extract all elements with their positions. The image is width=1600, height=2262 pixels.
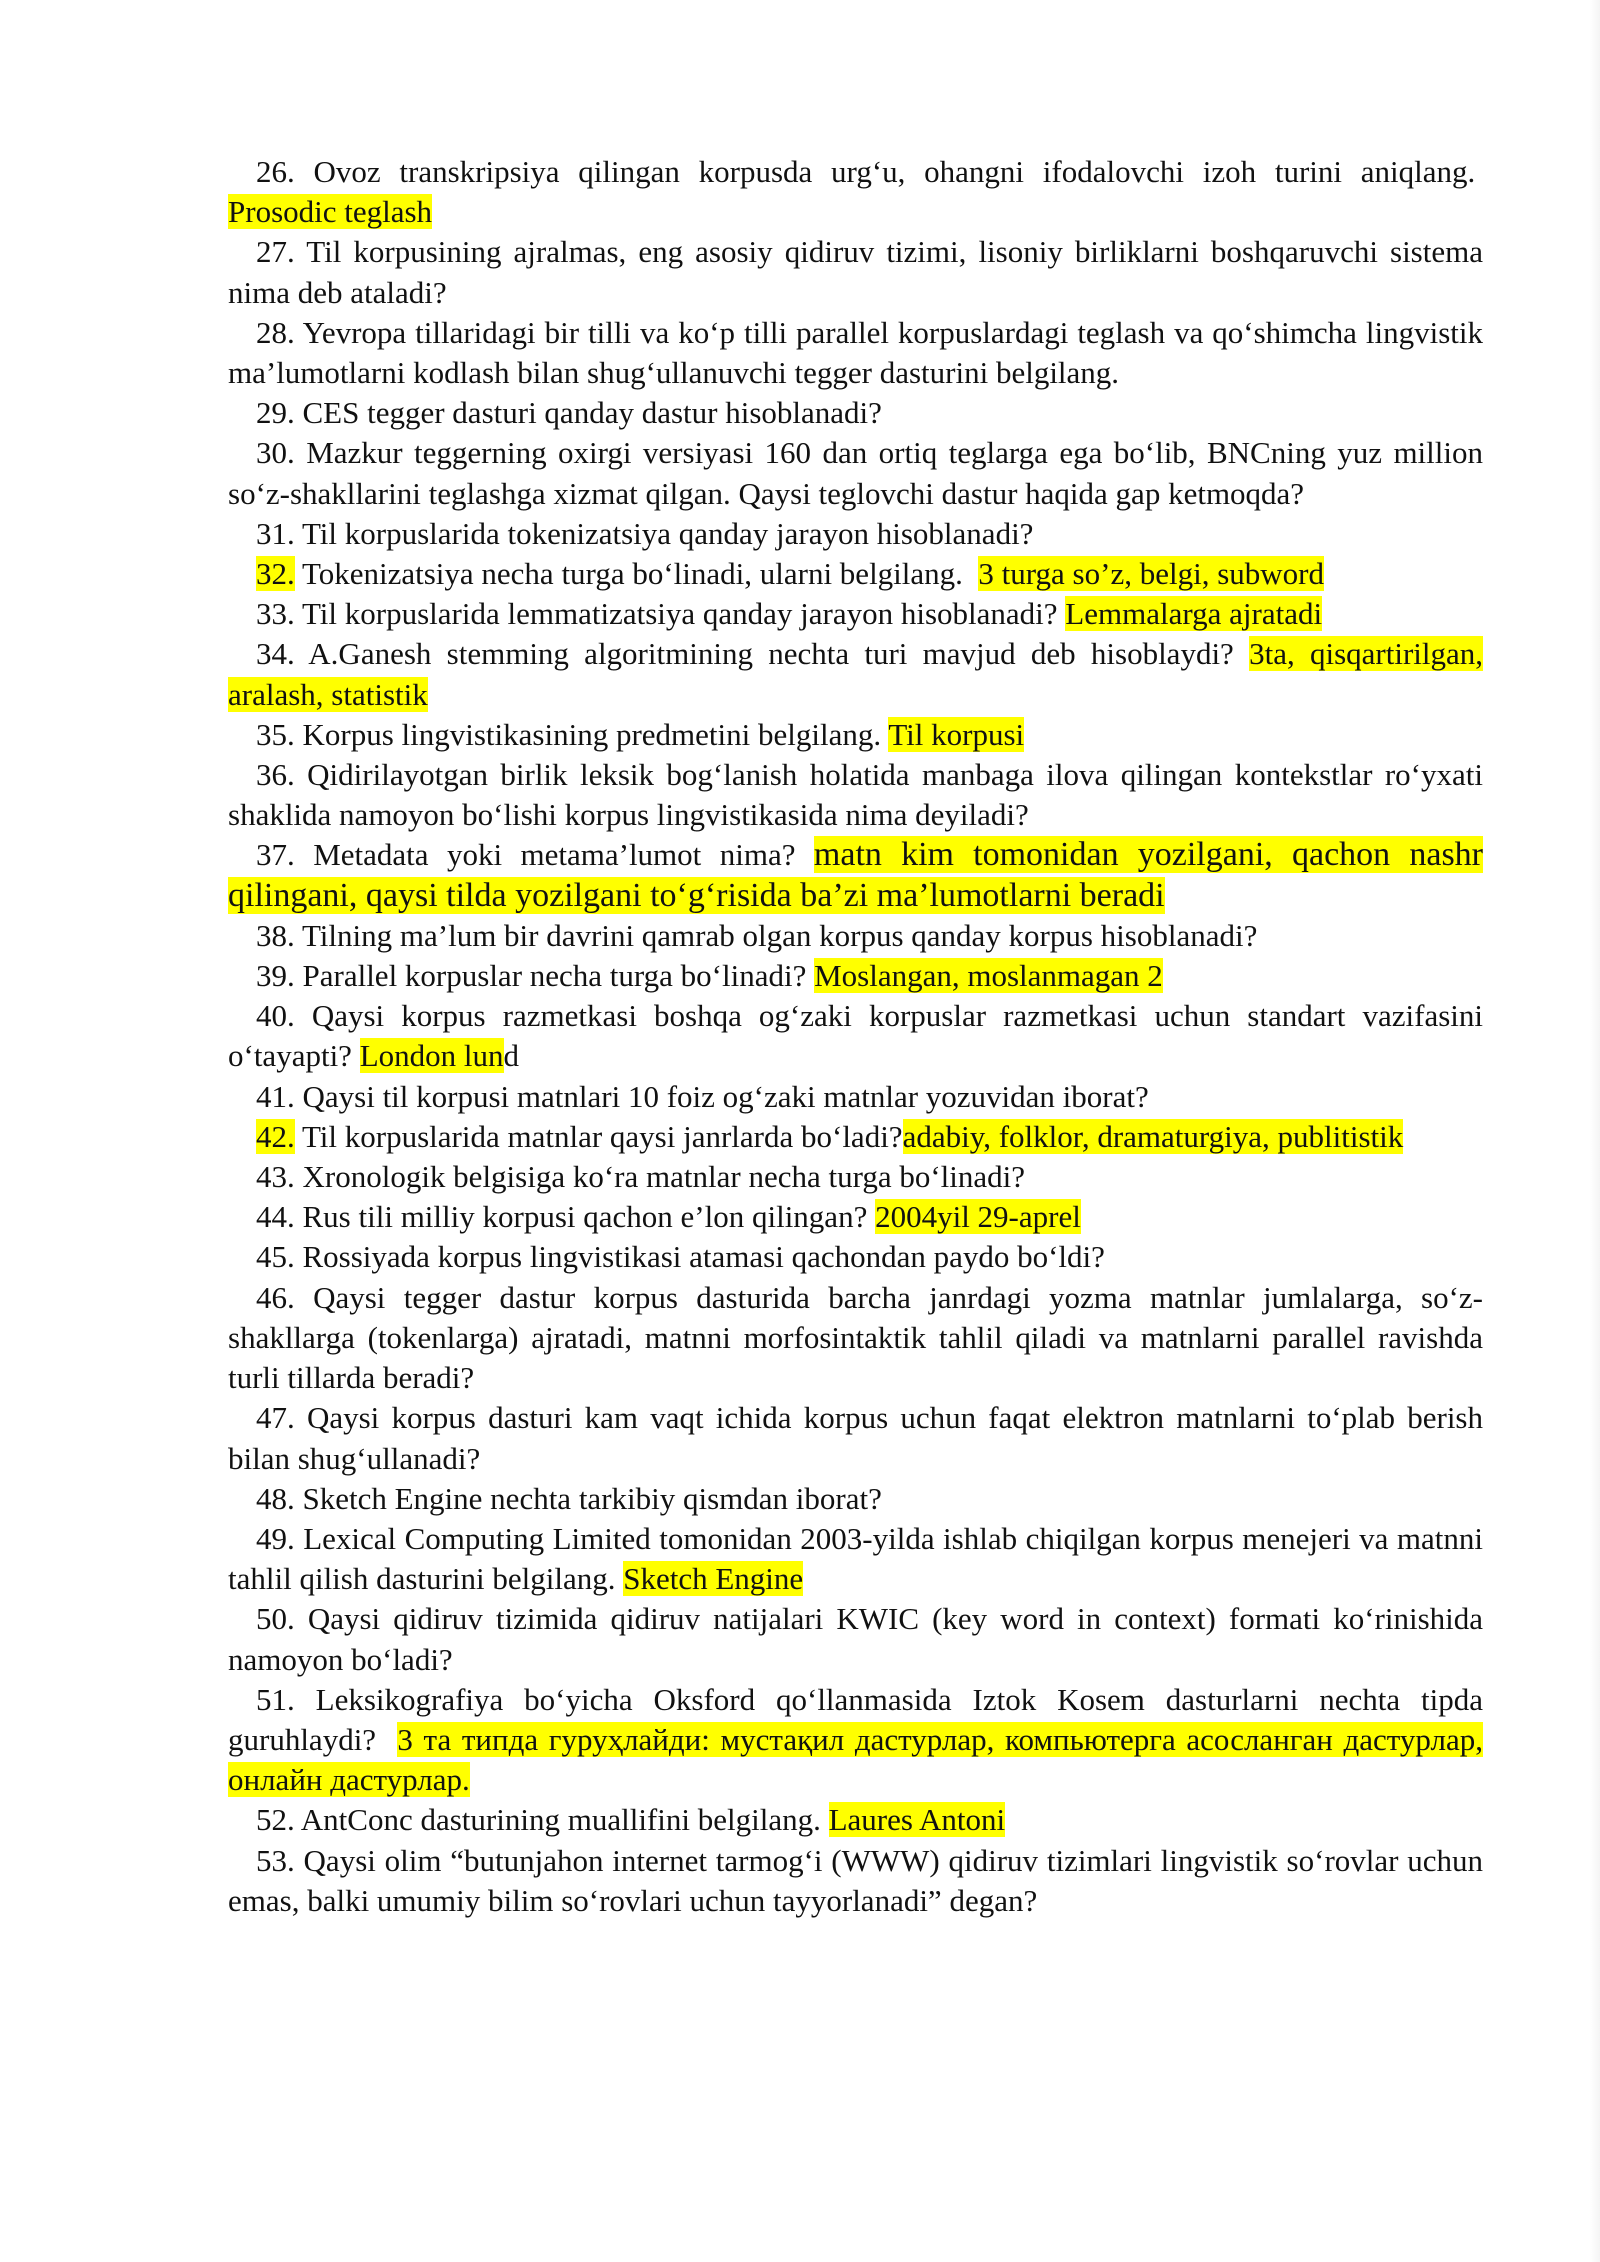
- question-text: Lexical Computing Limited tomonidan 2003-yilda ishlab chiqilgan korpus menejeri va matnni tahlil qilish dasturini belgilang.: [228, 1520, 1483, 1597]
- answer-highlight: 3ta, qisqartirilgan, aralash, statistik: [228, 636, 1484, 712]
- question-35: [228, 715, 1483, 755]
- answer-highlight: adabiy, folklor, dramaturgiya, publitistik: [902, 1118, 1404, 1154]
- question-number: 38.: [256, 917, 295, 953]
- question-number: 45.: [256, 1239, 295, 1275]
- answer-highlight: 3 та типда гуруҳлайди: мустақил дастурлар, компьютерга асосланган дастурлар, онлайн дастурлар.: [228, 1721, 1483, 1798]
- question-26: [228, 152, 1483, 232]
- question-number: 29.: [256, 395, 295, 431]
- question-number: 26.: [256, 154, 295, 189]
- answer-highlight: Prosodic teglash: [228, 194, 433, 230]
- question-text: Sketch Engine nechta tarkibiy qismdan iborat?: [302, 1480, 882, 1516]
- question-45: [228, 1237, 1483, 1277]
- answer-highlight: Sketch Engine: [623, 1561, 804, 1597]
- question-text: Yevropa tillaridagi bir tilli va ko‘p tilli parallel korpuslardagi teglash va qo‘shimcha lingvistik ma’lumotlarni kodlash bilan shug‘ullanuvchi tegger dasturini belgilang.: [228, 314, 1483, 391]
- answer-highlight: 3 turga so’z, belgi, subword: [978, 556, 1324, 592]
- question-number: 49.: [256, 1520, 295, 1556]
- question-text: CES tegger dasturi qanday dastur hisoblanadi?: [302, 395, 882, 431]
- question-number: 28.: [256, 314, 295, 350]
- question-50: [228, 1599, 1483, 1679]
- question-number: 50.: [256, 1601, 295, 1637]
- question-text: Til korpuslarida matnlar qaysi janrlarda bo‘ladi?: [301, 1118, 903, 1154]
- question-44: [228, 1197, 1483, 1237]
- question-text: Tilning ma’lum bir davrini qamrab olgan korpus qanday korpus hisoblanadi?: [301, 917, 1258, 953]
- question-text: Mazkur teggerning oxirgi versiyasi 160 dan ortiq teglarga ega bo‘lib, BNCning yuz million so‘z-shakllarini teglashga xizmat qilgan. Qaysi teglovchi dastur haqida gap ketmoqda?: [228, 435, 1484, 511]
- question-number: 51.: [256, 1681, 295, 1717]
- question-43: [228, 1157, 1483, 1197]
- question-text: Qaysi qidiruv tizimida qidiruv natijalari KWIC (key word in context) formati ko‘rinishida namoyon bo‘ladi?: [228, 1601, 1483, 1677]
- question-text: Metadata yoki metama’lumot nima?: [313, 837, 796, 873]
- question-number: 52.: [256, 1802, 295, 1838]
- question-text: Qaysi tegger dastur korpus dasturida barcha janrdagi yozma matnlar jumlalarga, so‘z-shakllarga (tokenlarga) ajratadi, matnni morfosintaktik tahlil qiladi va matnlarni parallel ravishda turli tillarda beradi?: [228, 1279, 1484, 1396]
- question-text: Til korpuslarida tokenizatsiya qanday jarayon hisoblanadi?: [301, 515, 1034, 551]
- question-39: [228, 956, 1483, 996]
- question-text: Qaysi korpus dasturi kam vaqt ichida korpus uchun faqat elektron matnlarni to‘plab berish bilan shug‘ullanadi?: [228, 1400, 1483, 1476]
- question-40: [228, 996, 1483, 1076]
- question-number: 27.: [256, 234, 295, 270]
- question-47: [228, 1398, 1483, 1478]
- question-number: 37.: [256, 837, 295, 873]
- question-30: [228, 433, 1483, 513]
- question-text: Leksikografiya bo‘yicha Oksford qo‘llanmasida Iztok Kosem dasturlarni nechta tipda guruhlaydi?: [228, 1681, 1484, 1757]
- question-41: [228, 1077, 1483, 1117]
- question-text: Ovoz transkripsiya qilingan korpusda urg‘u, ohangni ifodalovchi izoh turini aniqlang.: [313, 154, 1476, 189]
- answer-highlight: Moslangan, moslanmagan 2: [814, 958, 1163, 994]
- question-text: Til korpusining ajralmas, eng asosiy qidiruv tizimi, lisoniy birliklarni boshqaruvchi sistema nima deb ataladi?: [228, 234, 1483, 310]
- question-number: 32.: [256, 556, 295, 592]
- answer-highlight: 2004yil 29-aprel: [875, 1199, 1081, 1235]
- question-number: 40.: [256, 998, 295, 1034]
- question-number: 39.: [256, 958, 295, 994]
- answer-highlight: London lun: [359, 1038, 504, 1074]
- question-33: [228, 594, 1483, 634]
- question-31: [228, 514, 1483, 554]
- question-number: 46.: [256, 1279, 295, 1315]
- question-37: [228, 835, 1483, 915]
- question-number: 41.: [256, 1078, 295, 1114]
- page-edge-shadow: [1590, 0, 1600, 2262]
- question-48: [228, 1479, 1483, 1519]
- question-text: Xronologik belgisiga ko‘ra matnlar necha turga bo‘linadi?: [302, 1159, 1026, 1195]
- question-number: 34.: [256, 636, 295, 672]
- question-51: [228, 1680, 1483, 1801]
- question-number: 43.: [256, 1159, 295, 1195]
- question-text: AntConc dasturining muallifini belgilang.: [300, 1802, 821, 1838]
- question-text: Qaysi til korpusi matnlari 10 foiz og‘zaki matnlar yozuvidan iborat?: [302, 1078, 1149, 1114]
- question-number: 36.: [256, 757, 295, 793]
- question-text: Qaysi korpus razmetkasi boshqa og‘zaki korpuslar razmetkasi uchun standart vazifasini o‘tayapti?: [228, 998, 1483, 1074]
- question-32: [228, 554, 1483, 594]
- question-text: A.Ganesh stemming algoritmining nechta turi mavjud deb hisoblaydi?: [308, 636, 1234, 672]
- question-number: 47.: [256, 1400, 295, 1436]
- question-number: 31.: [256, 515, 295, 551]
- question-36: [228, 755, 1483, 835]
- question-text: Til korpuslarida lemmatizatsiya qanday jarayon hisoblanadi?: [301, 596, 1058, 632]
- question-28: [228, 313, 1483, 393]
- question-46: [228, 1278, 1483, 1399]
- question-38: [228, 916, 1483, 956]
- question-text: Rus tili milliy korpusi qachon e’lon qilingan?: [302, 1199, 868, 1235]
- answer-highlight: matn kim tomonidan yozilgani, qachon nashr qilingani, qaysi tilda yozilgani to‘g‘risida ba’zi ma’lumotlarni beradi: [228, 836, 1483, 914]
- question-text: Qaysi olim “butunjahon internet tarmog‘i (WWW) qidiruv tizimlari lingvistik so‘rovlar uchun emas, balki umumiy bilim so‘rovlari uchun tayyorlanadi” degan?: [228, 1842, 1484, 1918]
- question-52: [228, 1800, 1483, 1840]
- question-text: Qidirilayotgan birlik leksik bog‘lanish holatida manbaga ilova qilingan kontekstlar ro‘yxati shaklida namoyon bo‘lishi korpus lingvistikasida nima deyiladi?: [228, 757, 1483, 833]
- question-34: [228, 634, 1483, 714]
- question-42: [228, 1117, 1483, 1157]
- question-text: Rossiyada korpus lingvistikasi atamasi qachondan paydo bo‘ldi?: [302, 1239, 1105, 1275]
- question-number: 48.: [256, 1480, 295, 1516]
- answer-highlight: Laures Antoni: [828, 1802, 1006, 1838]
- answer-highlight: Lemmalarga ajratadi: [1065, 596, 1323, 632]
- question-text: Tokenizatsiya necha turga bo‘linadi, ularni belgilang.: [301, 556, 963, 592]
- question-number: 53.: [256, 1842, 295, 1878]
- answer-highlight: Til korpusi: [888, 716, 1025, 752]
- question-number: 44.: [256, 1199, 295, 1235]
- question-number: 30.: [256, 435, 295, 471]
- question-number: 33.: [256, 596, 295, 632]
- document-page: [228, 152, 1483, 1921]
- question-49: [228, 1519, 1483, 1599]
- question-27: [228, 232, 1483, 312]
- question-text: Parallel korpuslar necha turga bo‘linadi?: [302, 958, 807, 994]
- answer-tail: d: [503, 1038, 520, 1074]
- question-29: [228, 393, 1483, 433]
- question-text: Korpus lingvistikasining predmetini belgilang.: [302, 716, 882, 752]
- question-number: 35.: [256, 716, 295, 752]
- question-53: [228, 1841, 1483, 1921]
- question-number: 42.: [256, 1118, 295, 1154]
